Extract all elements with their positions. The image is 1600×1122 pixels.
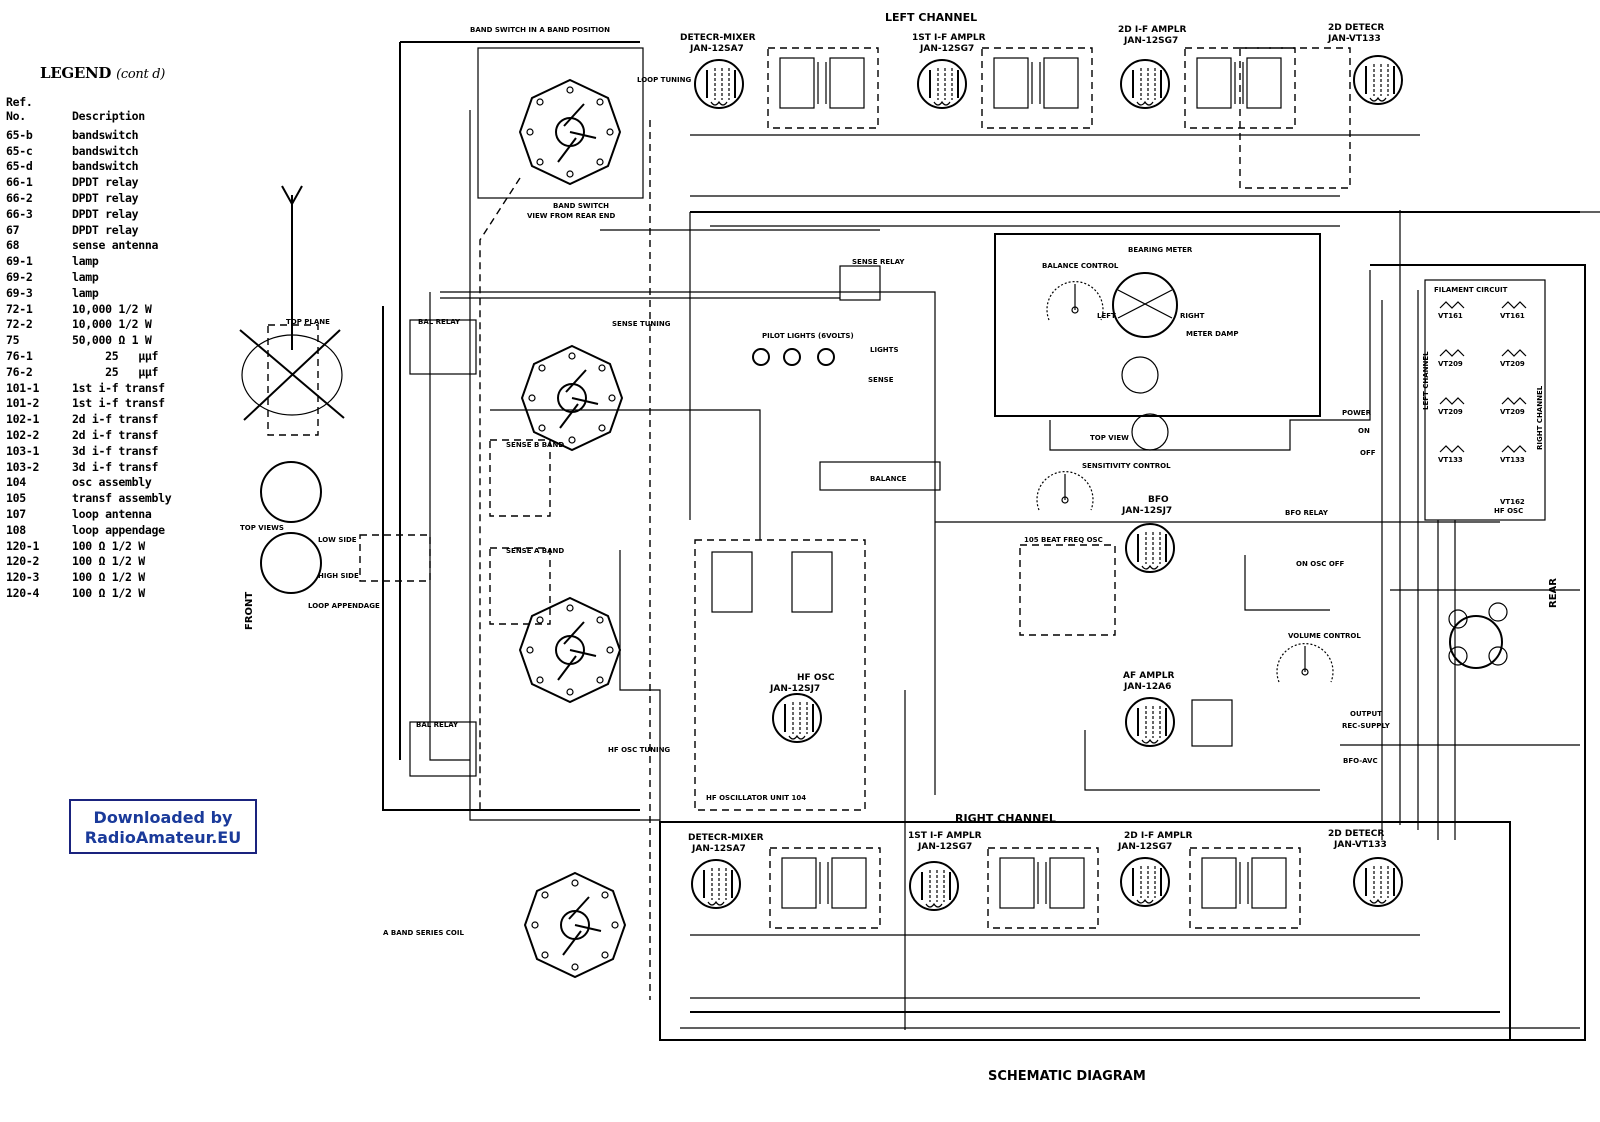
stage-bot-4-name: 2D DETECR xyxy=(1328,829,1385,839)
stage-bot-2-tube: JAN-12SG7 xyxy=(918,842,973,852)
stage-bot-1-tube: JAN-12SA7 xyxy=(692,844,746,854)
beat-freq-osc-box xyxy=(1020,545,1115,635)
band-switch-65d-bot xyxy=(525,873,625,977)
af-tube-label: JAN-12A6 xyxy=(1124,682,1172,692)
bal-relay-bot-label: BAL RELAY xyxy=(416,721,459,729)
stage-bot-1-name: DETECR-MIXER xyxy=(688,833,764,843)
filament-heater-icon xyxy=(1502,302,1526,308)
if-transf-103-2 xyxy=(1190,848,1300,928)
legend-desc: 100 Ω 1/2 W xyxy=(72,585,145,600)
sense-b-band-label: SENSE B BAND xyxy=(506,441,565,449)
legend-ref: 105 xyxy=(6,491,26,506)
legend-ref: 102-2 xyxy=(6,427,40,442)
hf-coil-1 xyxy=(712,552,752,612)
legend-ref: 65-d xyxy=(6,159,33,174)
gang-link-left xyxy=(480,178,520,810)
front-label: FRONT xyxy=(244,591,255,630)
legend-ref: 108 xyxy=(6,522,26,537)
pilot-lamp-69-1 xyxy=(753,349,769,365)
tube-bot-if2 xyxy=(1121,858,1169,906)
hf-osc-unit-box xyxy=(695,540,865,810)
bfo-tube-label: JAN-12SJ7 xyxy=(1122,506,1173,516)
filament-tube-label: VT209 xyxy=(1438,360,1463,368)
tube-bot-if1 xyxy=(910,862,958,910)
filament-hfosc-label: HF OSC xyxy=(1494,507,1524,515)
legend-ref: 103-2 xyxy=(6,459,40,474)
legend-desc: lamp xyxy=(72,254,99,269)
filament-right-channel-label: RIGHT CHANNEL xyxy=(1536,385,1544,450)
hf-coil-2 xyxy=(792,552,832,612)
legend-ref: 67 xyxy=(6,222,20,237)
rear-pin-2 xyxy=(1489,603,1507,621)
legend-desc: 10,000 1/2 W xyxy=(72,301,152,316)
hf-osc-tube-label: JAN-12SJ7 xyxy=(770,684,821,694)
legend-ref: 69-1 xyxy=(6,254,33,269)
filament-heater-icon xyxy=(1440,446,1464,452)
power-label: POWER xyxy=(1342,409,1371,417)
bal-relay-top-label: BAL RELAY xyxy=(418,318,461,326)
badge-line2: RadioAmateur.EU xyxy=(84,828,242,847)
volume-control-pot xyxy=(1277,644,1333,682)
legend-ref: 66-1 xyxy=(6,175,33,190)
filament-tube-label: VT133 xyxy=(1500,456,1525,464)
loop-top-view-2 xyxy=(261,533,321,593)
sense-tuning-label: SENSE TUNING xyxy=(612,320,671,328)
legend-desc: DPDT relay xyxy=(72,206,139,221)
legend-ref: 68 xyxy=(6,238,20,253)
stage-top-1-tube: JAN-12SA7 xyxy=(690,44,744,54)
band-switch-top-label: BAND SWITCH IN A BAND POSITION xyxy=(470,26,610,34)
loop-tuning-label: LOOP TUNING xyxy=(637,76,692,84)
tube-hf-osc xyxy=(773,694,821,742)
legend-desc: 1st i-f transf xyxy=(72,380,165,395)
filament-heater-icon xyxy=(1440,350,1464,356)
stage-bot-3-name: 2D I-F AMPLR xyxy=(1124,831,1193,841)
band-switch-view-1: BAND SWITCH xyxy=(553,202,609,210)
legend-desc: transf assembly xyxy=(72,491,172,506)
meter-socket-top-view xyxy=(1132,414,1168,450)
beat-freq-osc-label: 105 BEAT FREQ OSC xyxy=(1024,536,1103,544)
sense-label: SENSE xyxy=(868,376,894,384)
loop-appendage-box xyxy=(360,535,430,581)
legend-ref: 69-3 xyxy=(6,285,33,300)
filament-left-channel-label: LEFT CHANNEL xyxy=(1422,351,1430,410)
pilot-lamp-69-2 xyxy=(784,349,800,365)
pilot-lamp-69-3 xyxy=(818,349,834,365)
legend-ref: 72-2 xyxy=(6,317,33,332)
output-transformer xyxy=(1192,700,1232,746)
filament-circuit-label: FILAMENT CIRCUIT xyxy=(1434,286,1508,294)
legend-desc: DPDT relay xyxy=(72,175,139,190)
stage-bot-4-tube: JAN-VT133 xyxy=(1334,840,1387,850)
legend-ref: 76-2 xyxy=(6,364,33,379)
legend-ref: 101-2 xyxy=(6,396,40,411)
stage-top-1-name: DETECR-MIXER xyxy=(680,33,756,43)
legend-desc: bandswitch xyxy=(72,127,139,142)
schematic-title: SCHEMATIC DIAGRAM xyxy=(988,1069,1146,1084)
meter-socket xyxy=(1122,357,1158,393)
sense-a-band-label: SENSE A BAND xyxy=(506,547,565,555)
meter-damp-label: METER DAMP xyxy=(1186,330,1239,338)
legend-ref: 76-1 xyxy=(6,348,33,363)
legend-desc: 100 Ω 1/2 W xyxy=(72,554,145,569)
filament-tube-label: VT209 xyxy=(1500,408,1525,416)
tube-top-det xyxy=(1354,56,1402,104)
lights-label: LIGHTS xyxy=(870,346,899,354)
legend-desc: 1st i-f transf xyxy=(72,396,165,411)
on-osc-off-label: ON OSC OFF xyxy=(1296,560,1345,568)
rec-supply-label: REC-SUPPLY xyxy=(1342,722,1390,730)
left-channel-label: LEFT CHANNEL xyxy=(885,11,978,24)
power-on-label: ON xyxy=(1358,427,1370,435)
right-label: RIGHT xyxy=(1180,312,1205,320)
legend-ref: 75 xyxy=(6,333,20,348)
legend-title-suffix: (cont d) xyxy=(116,67,165,82)
badge-line1: Downloaded by xyxy=(93,808,233,827)
legend-desc: 100 Ω 1/2 W xyxy=(72,538,145,553)
filament-heater-icon xyxy=(1502,350,1526,356)
legend-desc: sense antenna xyxy=(72,238,159,253)
top-views-label: TOP VIEWS xyxy=(240,524,284,532)
legend-desc: loop antenna xyxy=(72,506,152,521)
filament-tube-label: VT209 xyxy=(1500,360,1525,368)
top-view-label: TOP VIEW xyxy=(1090,434,1129,442)
bal-relay-66-2 xyxy=(410,722,476,776)
tube-top-mixer xyxy=(695,60,743,108)
legend-desc: 25 µµf xyxy=(72,364,159,379)
right-channel-label: RIGHT CHANNEL xyxy=(955,812,1056,825)
filament-tube-label: VT161 xyxy=(1438,312,1463,320)
legend-desc: bandswitch xyxy=(72,159,139,174)
legend-col-ref: Ref. xyxy=(6,95,33,109)
loop-top-view-1 xyxy=(261,462,321,522)
filament-left-column xyxy=(1438,302,1464,464)
balance-label: BALANCE xyxy=(870,475,907,483)
output-label: OUTPUT xyxy=(1350,710,1382,718)
legend-col-no: No. xyxy=(6,109,26,123)
if-transf-101-1 xyxy=(768,48,878,128)
bearing-meter-needles xyxy=(1118,290,1172,318)
hf-osc-label: HF OSC xyxy=(797,673,835,683)
sense-relay-66-3 xyxy=(840,266,880,300)
tube-bot-det xyxy=(1354,858,1402,906)
af-amplr-label: AF AMPLR xyxy=(1123,671,1175,681)
bal-relay-66-1 xyxy=(410,320,476,374)
top-plane-label: TOP PLANE xyxy=(286,318,330,326)
a-band-series-coil-label: A BAND SERIES COIL xyxy=(383,929,464,937)
legend-col-desc: Description xyxy=(72,109,145,123)
filament-vt162-label: VT162 xyxy=(1500,498,1525,506)
legend-ref: 120-1 xyxy=(6,538,40,553)
stage-top-4-tube: JAN-VT133 xyxy=(1328,34,1381,44)
balance-control-label: BALANCE CONTROL xyxy=(1042,262,1119,270)
main-wiring xyxy=(383,42,1600,1040)
legend-ref: 66-3 xyxy=(6,206,33,221)
filament-heater-icon xyxy=(1440,398,1464,404)
bearing-meter-dial xyxy=(1113,273,1177,337)
legend-desc: 25 µµf xyxy=(72,348,159,363)
stage-bot-3-tube: JAN-12SG7 xyxy=(1118,842,1173,852)
legend-desc: loop appendage xyxy=(72,522,165,537)
filament-tube-label: VT133 xyxy=(1438,456,1463,464)
legend-ref: 65-b xyxy=(6,127,33,142)
filament-heater-icon xyxy=(1502,398,1526,404)
tube-top-if2 xyxy=(1121,60,1169,108)
legend-desc: 10,000 1/2 W xyxy=(72,317,152,332)
stage-top-3-tube: JAN-12SG7 xyxy=(1124,36,1179,46)
tube-bot-mixer xyxy=(692,860,740,908)
legend-desc: DPDT relay xyxy=(72,190,139,205)
legend-desc: osc assembly xyxy=(72,475,152,490)
tube-top-if1 xyxy=(918,60,966,108)
loop-appendage-label: LOOP APPENDAGE xyxy=(308,602,380,610)
rear-label: REAR xyxy=(1548,578,1559,608)
legend-desc: bandswitch xyxy=(72,143,139,158)
rear-pin-3 xyxy=(1449,647,1467,665)
legend-desc: 50,000 Ω 1 W xyxy=(72,333,152,348)
legend-ref: 107 xyxy=(6,506,26,521)
sense-b-box xyxy=(490,440,550,516)
low-side-label: LOW SIDE xyxy=(318,536,357,544)
bearing-meter-label: BEARING METER xyxy=(1128,246,1193,254)
band-switch-65b xyxy=(522,346,622,450)
bottom-component-row xyxy=(680,935,1580,1028)
tube-af xyxy=(1126,698,1174,746)
legend-ref: 102-1 xyxy=(6,412,40,427)
right-channel-frame xyxy=(660,822,1510,1040)
legend-ref: 103-1 xyxy=(6,443,40,458)
pilot-lights-label: PILOT LIGHTS (6VOLTS) xyxy=(762,332,854,340)
sensitivity-control-label: SENSITIVITY CONTROL xyxy=(1082,462,1171,470)
legend-desc: 2d i-f transf xyxy=(72,412,159,427)
legend-desc: 3d i-f transf xyxy=(72,459,159,474)
legend-desc: 100 Ω 1/2 W xyxy=(72,570,145,585)
stage-top-3-name: 2D I-F AMPLR xyxy=(1118,25,1187,35)
hf-osc-tuning-label: HF OSC TUNING xyxy=(608,746,671,754)
volume-control-label: VOLUME CONTROL xyxy=(1288,632,1361,640)
legend-ref: 101-1 xyxy=(6,380,40,395)
bfo-avc-label: BFO-AVC xyxy=(1343,757,1378,765)
legend-ref: 104 xyxy=(6,475,26,490)
bfo-label: BFO xyxy=(1148,495,1169,505)
legend-desc: DPDT relay xyxy=(72,222,139,237)
power-off-label: OFF xyxy=(1360,449,1376,457)
legend-ref: 69-2 xyxy=(6,269,33,284)
band-switch-65c xyxy=(520,598,620,702)
legend-desc: lamp xyxy=(72,285,99,300)
balance-control-pot xyxy=(1047,282,1103,320)
filament-heater-icon xyxy=(1440,302,1464,308)
sensitivity-control-pot xyxy=(1037,472,1093,510)
rear-connector xyxy=(1450,616,1502,668)
filament-heater-icon xyxy=(1502,446,1526,452)
legend-ref: 120-3 xyxy=(6,570,40,585)
legend-ref: 66-2 xyxy=(6,190,33,205)
if-transf-102-2 xyxy=(988,848,1098,928)
legend-desc: lamp xyxy=(72,269,99,284)
legend-desc: 2d i-f transf xyxy=(72,427,159,442)
hf-osc-unit-label: HF OSCILLATOR UNIT 104 xyxy=(706,794,807,802)
bfo-relay-label: BFO RELAY xyxy=(1285,509,1328,517)
if-transf-101-2 xyxy=(770,848,880,928)
legend-ref: 65-c xyxy=(6,143,33,158)
stage-top-4-name: 2D DETECR xyxy=(1328,23,1385,33)
legend-ref: 72-1 xyxy=(6,301,33,316)
stage-top-2-name: 1ST I-F AMPLR xyxy=(912,33,986,43)
legend-title-text: LEGEND xyxy=(40,64,112,82)
legend-ref: 120-2 xyxy=(6,554,40,569)
left-label: LEFT xyxy=(1097,312,1116,320)
band-switch-65a-top xyxy=(520,80,620,184)
if-transf-102-1 xyxy=(982,48,1092,128)
sense-relay-label: SENSE RELAY xyxy=(852,258,905,266)
high-side-label: HIGH SIDE xyxy=(318,572,359,580)
legend-desc: 3d i-f transf xyxy=(72,443,159,458)
stage-bot-2-name: 1ST I-F AMPLR xyxy=(908,831,982,841)
band-switch-view-2: VIEW FROM REAR END xyxy=(527,212,616,220)
filament-tube-label: VT161 xyxy=(1500,312,1525,320)
tube-bfo xyxy=(1126,524,1174,572)
filament-right-column xyxy=(1500,302,1526,464)
legend-ref: 120-4 xyxy=(6,585,40,600)
stage-top-2-tube: JAN-12SG7 xyxy=(920,44,975,54)
filament-tube-label: VT209 xyxy=(1438,408,1463,416)
